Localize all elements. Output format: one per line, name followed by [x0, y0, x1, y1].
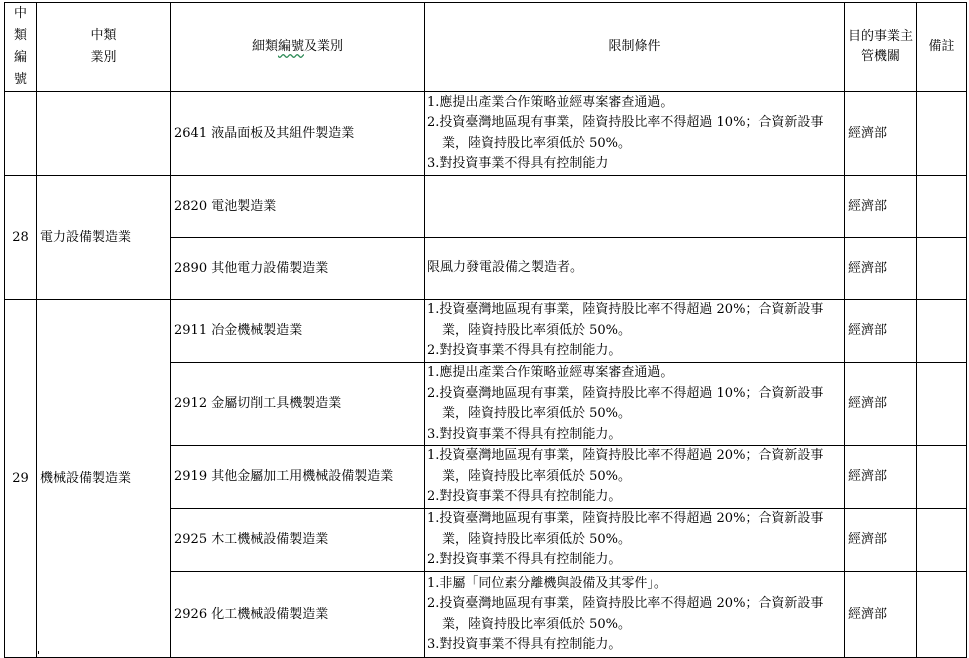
condition-line: 3.對投資事業不得具有控制能力	[427, 156, 609, 171]
remarks-cell	[917, 92, 967, 176]
authority-cell: 經濟部	[845, 509, 917, 572]
condition-line: 2.投資臺灣地區現有事業，陸資持股比率不得超過 10%；合資新設事業，陸資持股比率須低於 50%。	[427, 385, 824, 421]
category-cell: 機械設備製造業	[37, 300, 171, 658]
remarks-cell	[917, 176, 967, 238]
category-cell	[37, 92, 171, 176]
remarks-cell	[917, 300, 967, 363]
subcategory-cell: 2926 化工機械設備製造業	[171, 572, 425, 658]
condition-line: 限風力發電設備之製造者。	[427, 260, 584, 276]
subcategory-cell: 2925 木工機械設備製造業	[171, 509, 425, 572]
condition-line: 1.應提出產業合作策略並經專案審查通過。	[427, 94, 674, 110]
condition-line: 3.對投資事業不得具有控制能力。	[427, 426, 622, 442]
code-cell	[5, 92, 37, 176]
header-subcategory	[171, 3, 425, 92]
conditions-cell	[425, 509, 845, 572]
table-row	[5, 92, 967, 176]
header-sub-pre: 細類	[251, 39, 278, 54]
header-authority: 目的事業主管機關	[845, 3, 917, 92]
condition-line: 1.投資臺灣地區現有事業，陸資持股比率不得超過 20%；合資新設事業，陸資持股比率須低於 50%。	[427, 448, 824, 484]
category-cell: 電力設備製造業	[37, 176, 171, 300]
condition-line: 1.應提出產業合作策略並經專案審查通過。	[427, 365, 674, 380]
authority-cell: 經濟部	[845, 300, 917, 363]
authority-cell: 經濟部	[845, 446, 917, 509]
code-cell: 29	[5, 300, 37, 658]
subcategory-cell: 2820 電池製造業	[171, 176, 425, 238]
conditions-cell	[425, 92, 845, 176]
subcategory-cell: 2890 其他電力設備製造業	[171, 238, 425, 300]
code-cell: 28	[5, 176, 37, 300]
conditions-cell	[425, 176, 845, 238]
conditions-cell	[425, 572, 845, 658]
authority-cell: 經濟部	[845, 572, 917, 658]
condition-line: 2.投資臺灣地區現有事業，陸資持股比率不得超過 10%；合資新設事業，陸資持股比率須低於 50%。	[427, 115, 824, 151]
condition-line: 2.對投資事業不得具有控制能力。	[427, 552, 622, 568]
condition-line: 1.非屬「同位素分離機與設備及其零件」。	[427, 575, 667, 591]
remarks-cell	[917, 363, 967, 446]
header-category: 中類業別	[37, 3, 171, 92]
remarks-cell	[917, 572, 967, 658]
remarks-cell	[917, 238, 967, 300]
subcategory-cell: 2919 其他金屬加工用機械設備製造業	[171, 446, 425, 509]
condition-line: 2.投資臺灣地區現有事業，陸資持股比率不得超過 20%；合資新設事業，陸資持股比率須低於 50%。	[427, 596, 824, 632]
subcategory-cell: 2911 冶金機械製造業	[171, 300, 425, 363]
authority-cell: 經濟部	[845, 176, 917, 238]
page-edge-mark	[38, 651, 47, 654]
regulation-table	[4, 2, 967, 658]
table-row	[5, 176, 967, 238]
condition-line: 1.投資臺灣地區現有事業，陸資持股比率不得超過 20%；合資新設事業，陸資持股比率須低於 50%。	[427, 511, 824, 547]
subcategory-cell: 2641 液晶面板及其組件製造業	[171, 92, 425, 176]
authority-cell: 經濟部	[845, 92, 917, 176]
conditions-cell	[425, 446, 845, 509]
remarks-cell	[917, 509, 967, 572]
condition-line: 1.投資臺灣地區現有事業，陸資持股比率不得超過 20%；合資新設事業，陸資持股比率須低於 50%。	[427, 302, 824, 338]
conditions-cell	[425, 238, 845, 300]
table-row	[5, 300, 967, 363]
header-row	[5, 3, 967, 92]
header-sub-mark: 編號	[277, 39, 304, 54]
remarks-cell	[917, 446, 967, 509]
header-remarks: 備註	[917, 3, 967, 92]
subcategory-cell: 2912 金屬切削工具機製造業	[171, 363, 425, 446]
header-conditions: 限制條件	[425, 3, 845, 92]
condition-line: 2.對投資事業不得具有控制能力。	[427, 343, 622, 359]
authority-cell: 經濟部	[845, 238, 917, 300]
authority-cell: 經濟部	[845, 363, 917, 446]
conditions-cell	[425, 363, 845, 446]
header-sub-post: 及業別	[304, 39, 344, 54]
header-code: 中類編號	[5, 3, 37, 92]
condition-line: 3.對投資事業不得具有控制能力。	[427, 637, 622, 652]
condition-line: 2.對投資事業不得具有控制能力。	[427, 489, 622, 505]
conditions-cell	[425, 300, 845, 363]
